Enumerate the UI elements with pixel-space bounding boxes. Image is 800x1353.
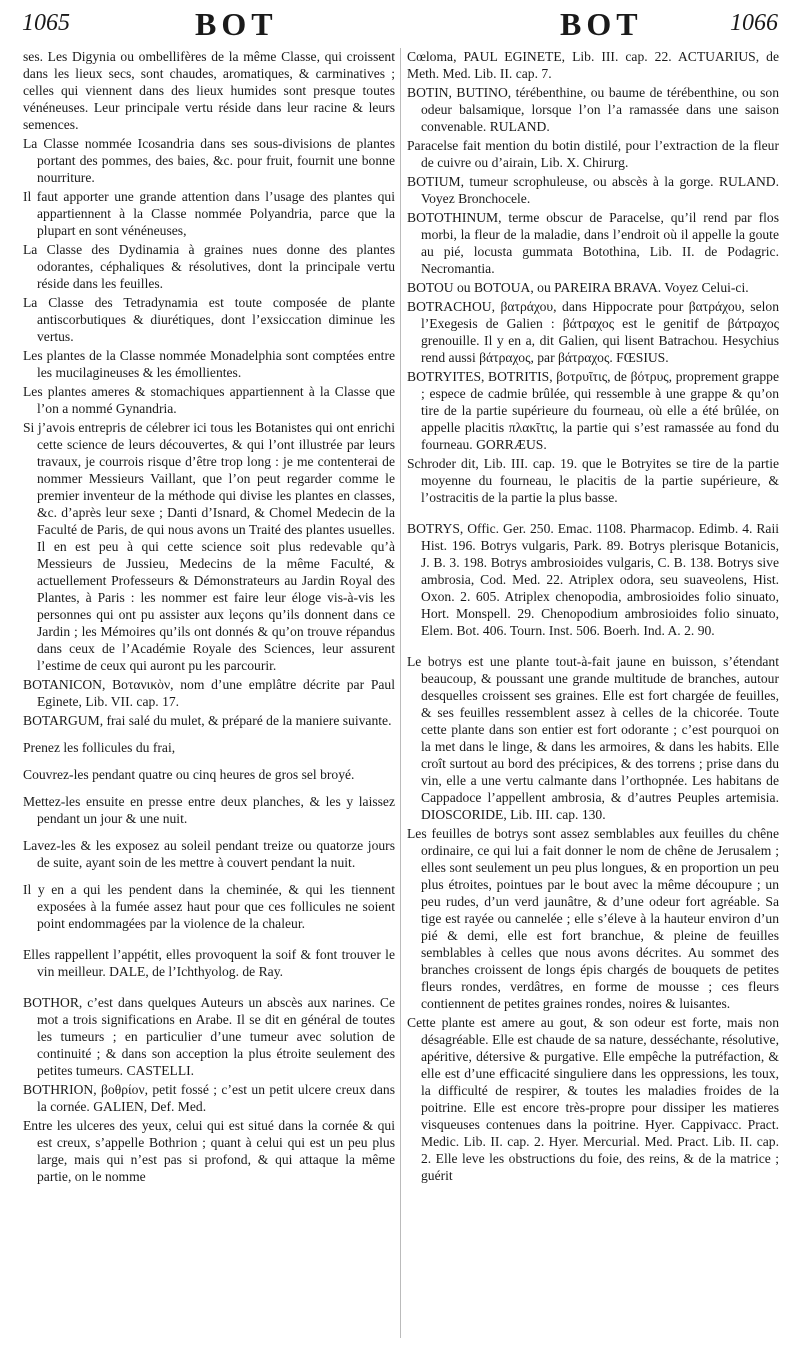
entry-botrys: BOTRYS, Offic. Ger. 250. Emac. 1108. Pharmacop. Edimb. 4. Raii Hist. 196. Botrys vulgaris, Park. 89. Botrys plerisque Botanicis, J. B. 3. 198. Botrys ambrosioides vulgaris, C. B. 138. Botrys sive ambrosia, Cod. Med. 22. Atriplex odora, seu suaveolens, Hist. Oxon. 2. 605. Atriplex chenopodia, ambrosioides folio sinuato, Hort. Monspell. 29. Chenopodium ambrosioides folio sinuato, Elem. Bot. 406. Tourn. Inst. 506. Boerh. Ind. A. 2. 90. xyxy=(407,521,779,638)
recipe-step: Lavez-les & les exposez au soleil pendant treize ou quatorze jours de suite, ayant soin de les mettre à couvert pendant la nuit. xyxy=(23,838,395,870)
recipe-step: Mettez-les ensuite en presse entre deux planches, & les y laissez pendant un jour & une nuit. xyxy=(23,794,395,826)
paragraph: Le botrys est une plante tout-à-fait jaune en buisson, s’étendant beaucoup, & poussant une grande multitude de branches, autour desquelles croissent ses graines. Elle est fort chargée de feuilles, & ses feuilles ressemblent assez à celles de la chicorée. Toute cette plante dans son entier est fort odorante ; c’est pourquoi on la met dans le linge, & dans les armoires, & dans les habits. Elle croît surtout au bord des précipices, & des torrens ; prise dans du vin, elle a une vertu calmante dans l’orthopnée. Les habitans de Cappadoce l’appellent ambrosia, & d’autres Peuples artemisia. DIOSCORIDE, Lib. III. cap. 130. xyxy=(407,654,779,822)
paragraph: Elles rappellent l’appétit, elles provoquent la soif & font trouver le vin meilleur. DALE, de l’Ichthyolog. de Ray. xyxy=(23,947,395,979)
entry-bothrion: BOTHRION, βοθρίον, petit fossé ; c’est un petit ulcere creux dans la cornée. GALIEN, Def. Med. xyxy=(23,1082,395,1114)
recipe-step: Il y en a qui les pendent dans la cheminée, & qui les tiennent exposées à la fumée assez haut pour que ces follicules ne soient point endommagées par la violence de la chaleur. xyxy=(23,882,395,931)
paragraph: Cette plante est amere au gout, & son odeur est forte, mais non désagréable. Elle est chaude de sa nature, desséchante, résolutive, apéritive, détersive & purgative. Elle empêche la putréfaction, & elle est d’une efficacité singuliere dans les oppressions, les toux, la difficulté de respirer, & toutes les maladies froides de la poitrine. Elle est encore très-propre pour dissiper les matieres visqueuses contenues dans la poitrine. Hyer. Cappivacc. Pract. Medic. Lib. II. cap. 2. Hyer. Mercurial. Med. Pract. Lib. II. cap. 2. Elle leve les obstructions du foie, des reins, & de la matrice ; guérit xyxy=(407,1015,779,1183)
paragraph: Les feuilles de botrys sont assez semblables aux feuilles du chêne ordinaire, ce qui lui a fait donner le nom de chêne de Jerusalem ; elles sont seulement un peu plus longues, & en proportion un peu plus étroites, pointues par le bout avec la même découpure ; un peu rudes, d’un verd jaunâtre, & d’une odeur fort agréable. Sa tige est rayée ou cannelée ; elle s’éleve à la hauteur environ d’un pié & demi, elle est fort branchue, & pleine de feuilles semblables à celles que nous avons décrites. Au sommet des branches croissent de longs épis chargés de bouquets de petites fleurs rondes, verdâtres, en forme de mousse ; ces fleurs contiennent de petites graines rondes, noires & luisantes. xyxy=(407,826,779,1011)
paragraph: La Classe nommée Icosandria dans ses sous-divisions de plantes portant des pommes, des baies, &c. pour fruit, fournit une bonne nourriture. xyxy=(23,136,395,185)
paragraph: Entre les ulceres des yeux, celui qui est situé dans la cornée & qui est creux, s’appelle Bothrion ; quant à celui qui est un peu plus large, mais qui n’est pas si profond, & qui attaque la même partie, on le nomme xyxy=(23,1118,395,1184)
paragraph: Schroder dit, Lib. III. cap. 19. que le Botryites se tire de la partie moyenne du fourneau, le placitis de la partie supérieure, & l’ostracitis de la partie la plus basse. xyxy=(407,456,779,505)
entry-botou: BOTOU ou BOTOUA, ou PAREIRA BRAVA. Voyez Celui-ci. xyxy=(407,280,749,295)
left-running-title: BOT xyxy=(195,6,278,42)
right-column xyxy=(407,48,779,1186)
entry-botargum: BOTARGUM, frai salé du mulet, & préparé de la maniere suivante. xyxy=(23,713,392,728)
paragraph: Les plantes de la Classe nommée Monadelphia sont comptées entre les mucilagineuses & les émollientes. xyxy=(23,348,395,380)
paragraph: Cœloma, PAUL EGINETE, Lib. III. cap. 22. ACTUARIUS, de Meth. Med. Lib. II. cap. 7. xyxy=(407,49,779,81)
entry-botrachou: BOTRACHOU, βατράχου, dans Hippocrate pour βατράχου, selon l’Exegesis de Galien : βάτραχος est le genitif de βάτραχος grenouille. Il y en a, dit Galien, qui lisent Batrachou. Hesychius rend aussi βάτραχος, par βάτραχος. FŒSIUS. xyxy=(407,299,779,365)
entry-botin: BOTIN, BUTINO, térébenthine, ou baume de térébenthine, ou son odeur balsamique, lorsque l’on l’a ramassée dans une saison convenable. RULAND. xyxy=(407,85,779,134)
right-page-number: 1066 xyxy=(730,10,778,36)
right-running-title: BOT xyxy=(560,6,643,42)
paragraph: ses. Les Digynia ou ombellifères de la même Classe, qui croissent dans les lieux secs, sont chaudes, aromatiques, & carminatives ; celles qui viennent dans des lieux humides sont presque toutes vénéneuses. Leur principale vertu réside dans leur racine & leurs semences. xyxy=(23,49,395,132)
recipe-step: Couvrez-les pendant quatre ou cinq heures de gros sel broyé. xyxy=(23,767,355,782)
paragraph: Il faut apporter une grande attention dans l’usage des plantes qui appartiennent à la Classe nommée Polyandria, parce que la plupart en sont vénéneuses, xyxy=(23,189,395,238)
column-divider xyxy=(400,48,401,1338)
recipe-step: Prenez les follicules du frai, xyxy=(23,740,176,755)
paragraph: La Classe des Tetradynamia est toute composée de plante antiscorbutiques & diurétiques, dont l’exsiccation diminue les vertus. xyxy=(23,295,395,344)
entry-botium: BOTIUM, tumeur scrophuleuse, ou abscès à la gorge. RULAND. Voyez Bronchocele. xyxy=(407,174,779,206)
paragraph: Les plantes ameres & stomachiques appartiennent à la Classe que l’on a nommé Gynandria. xyxy=(23,384,395,416)
paragraph: Paracelse fait mention du botin distilé, pour l’extraction de la fleur de cuivre ou d’airain, Lib. X. Chirurg. xyxy=(407,138,779,170)
left-page-number: 1065 xyxy=(22,10,70,36)
paragraph: Si j’avois entrepris de célebrer ici tous les Botanistes qui ont enrichi cette science de leurs découvertes, & qui l’ont illustrée par leurs travaux, je courrois risque d’être trop long : je me contenterai de nommer Messieurs Vaillant, que l’on peut regarder comme le premier inventeur de la méthode qui divise les plantes en classes, &c. d’après leur sexe ; Danti d’Isnard, & Chomel Medecin de la Faculté de Paris, de qui nous avons un Traité des plantes usuelles. Il en est peu à qui cette science soit plus redevable qu’à Messieurs de Jussieu, Medecins de la même Faculté, & actuellement Professeurs & Démonstrateurs au Jardin Royal des Plantes, à Paris : les nommer est faire leur éloge vis-à-vis les personnes qui ont pu assister aux leçons qu’ils donnent dans ce Jardin ; les Mémoires qu’ils ont donnés & qu’on trouve répandus dans ceux de l’Académie Royale des Sciences, leur assurent l’estime de ceux qui auront pu les parcourir. xyxy=(23,420,395,673)
entry-botanicon: BOTANICON, Βοτανικὸν, nom d’une emplâtre décrite par Paul Eginete, Lib. VII. cap. 17. xyxy=(23,677,395,709)
entry-bothor: BOTHOR, c’est dans quelques Auteurs un abscès aux narines. Ce mot a trois significations en Arabe. Il se dit en général de toutes les tumeurs ; en particulier d’une tumeur avec solution de continuité ; & dans son acception la plus étroite seulement des petites tumeurs. CASTELLI. xyxy=(23,995,395,1078)
left-column xyxy=(23,48,395,1187)
running-header xyxy=(20,6,780,40)
paragraph: La Classe des Dydinamia à graines nues donne des plantes odorantes, céphaliques & résolutives, dont la principale vertu réside dans les feuilles. xyxy=(23,242,395,291)
entry-botothinum: BOTOTHINUM, terme obscur de Paracelse, qu’il rend par flos morbi, la fleur de la maladie, dans l’endroit où il appelle la goute au pié, locusta gummata Botothina, Lib. II. de Podagric. Necromantia. xyxy=(407,210,779,276)
entry-botryites: BOTRYITES, BOTRITIS, βοτρυῖτις, de βότρυς, proprement grappe ; espece de cadmie brûlée, qui ressemble à une grappe & qu’on tire de la partie supérieure du fourneau, où elle a été brûlée, on appelle placitis πλακῖτις, la partie qui s’est ramassée au fond du fourneau. GORRÆUS. xyxy=(407,369,779,452)
